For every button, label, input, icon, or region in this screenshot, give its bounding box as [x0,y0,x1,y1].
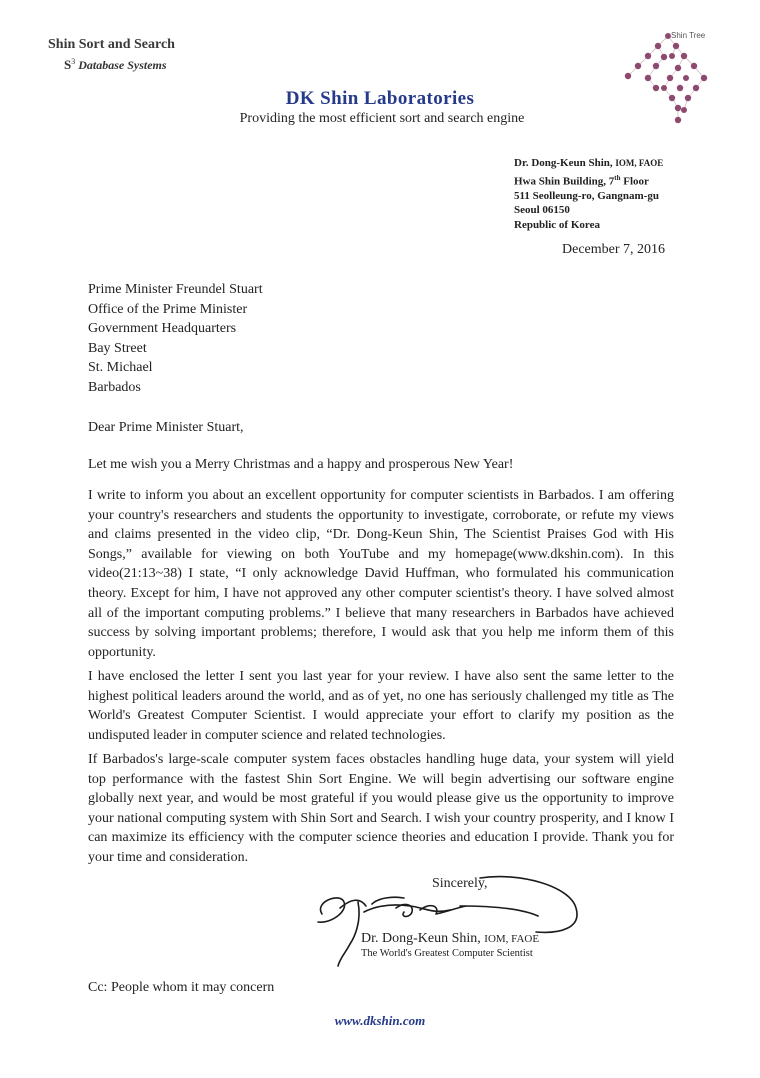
paragraph-3: I have enclosed the letter I sent you last year for your review. I have also sent the same letter to the highest political leaders around the world, and as of yet, no one has seriously challenged my title as The World's Greatest Computer Scientist. I would appreciate your effort to clarify my position as the undisputed leader in computer science and related technologies. [88,669,674,743]
brand-subtitle [48,53,175,74]
signer-title: The World's Greatest Computer Scientist [361,948,533,959]
paragraph-2: I write to inform you about an excellent opportunity for computer scientists in Barbados. I am offering your country's researchers and students the opportunity to investigate, corroborate, or refute my views and claims presented in the video clip, “Dr. Dong-Keun Shin, The Scientist Praises God with His Songs,” available for viewing on both YouTube and my homepage(www.dkshin.com). In this video(21:13~38) I state, “I only acknowledge David Huffman, who formulated his communication theory. Except for him, I have not approved any other computer scientist's theory. I have solved almost all of the important computing problems.” I believe that many researchers in Barbados have achieved success by solving important problems; therefore, I would ask that you help me inform them of this opportunity. [88,488,674,660]
shin-tree-label: Shin Tree [671,31,706,40]
recipient-line: Office of the Prime Minister [88,301,248,317]
recipient-line: Barbados [88,379,141,395]
recipient-line: Government Headquarters [88,321,237,336]
shin-tree-logo-icon [612,26,722,130]
signer-credentials: IOM, FAOE [484,933,540,945]
website-footer: www.dkshin.com [334,1013,426,1028]
sender-name: Dr. Dong-Keun Shin, [514,157,613,169]
sender-building: Hwa Shin Building, 7 [514,175,615,188]
sender-address-line-3: Seoul 06150 [514,204,570,217]
recipient-line: Prime Minister Freundel Stuart [88,282,263,297]
letter-date: December 7, 2016 [562,242,666,257]
paragraph-4: If Barbados's large-scale computer system faces obstacles handling huge data, your system will yield top performance with the fastest Shin Sort Engine. We will begin advertising our software engine globally next year, and would be most grateful if you would please give us the opportunity to improve your national computing system with Shin Sort and Search. I wish your country prosperity, and I know I can maximize its efficiency with the computer science theories and education I provide. Thank you for your time and consideration. [88,752,674,865]
sender-address-line-1 [514,171,663,189]
brand-db: Database Systems [78,58,167,72]
sender-address-line-4: Republic of Korea [514,219,600,232]
paragraph-1: Let me wish you a Merry Christmas and a happy and prosperous New Year! [88,457,514,472]
sender-address [514,156,663,233]
sender-credentials: IOM, FAOE [615,158,664,168]
brand-name: Shin Sort and Search [48,37,175,52]
lab-tagline: Providing the most efficient sort and search engine [239,111,525,126]
brand-s: S [64,57,72,72]
recipient-address [88,280,263,397]
signer-name: Dr. Dong-Keun Shin, [361,931,481,946]
sender-address-line-2: 511 Seolleung-ro, Gangnam-gu [514,189,659,202]
brand-block [48,36,175,74]
signer-name-line [361,931,539,947]
sender-name-line [514,156,663,171]
recipient-line: St. Michael [88,360,153,375]
greeting: Dear Prime Minister Stuart, [88,420,244,435]
recipient-line: Bay Street [88,340,147,356]
sender-floor-sup: th [614,173,621,182]
sender-floor: Floor [620,175,649,188]
lab-title: DK Shin Laboratories [285,88,475,109]
brand-sup: 3 [71,57,76,66]
cc-line: Cc: People whom it may concern [88,980,275,995]
closing-sincerely: Sincerely, [432,876,488,891]
